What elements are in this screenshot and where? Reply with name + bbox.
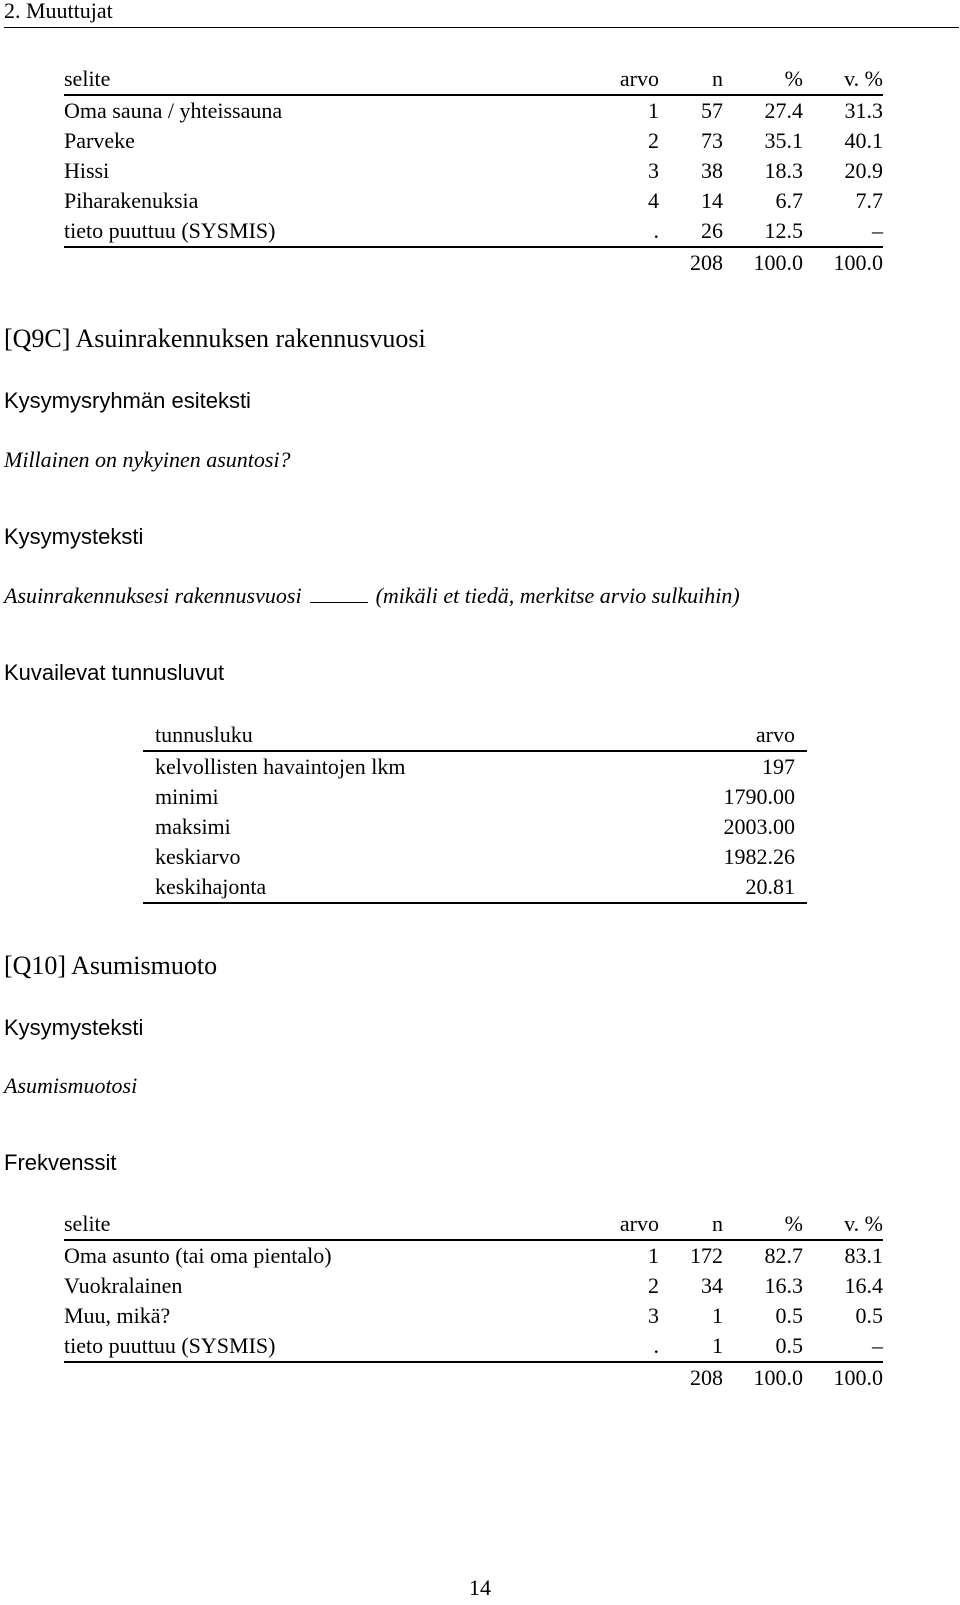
cell-selite: Muu, mikä? [64,1302,171,1328]
cell-valid-percent-total: 100.0 [833,1364,883,1390]
table-row [143,872,807,903]
cell-n: 73 [701,127,723,153]
table-row [64,216,883,247]
cell-selite: Vuokralainen [64,1272,183,1298]
table-header-row [64,1209,883,1240]
col-header-arvo: arvo [589,64,659,95]
table-total-row [64,247,883,278]
cell-tunnusluku: maksimi [155,813,231,839]
cell-selite: Oma asunto (tai oma pientalo) [64,1242,332,1268]
table-row [143,842,807,872]
cell-arvo: 3 [648,1302,659,1328]
cell-percent: 18.3 [764,157,803,183]
question-heading: Kysymysteksti [4,1015,144,1040]
descriptive-heading: Kuvailevat tunnusluvut [4,660,225,685]
col-header-n: n [659,1209,723,1240]
cell-arvo: 3 [648,157,659,183]
cell-selite: Parveke [64,127,135,153]
cell-percent: 35.1 [764,127,803,153]
frequency-table-q9b [64,64,883,278]
cell-arvo: 1 [648,97,659,123]
col-header-valid-percent: v. % [803,1209,883,1240]
cell-valid-percent: – [803,216,883,247]
cell-percent-total: 100.0 [753,249,803,275]
table-row [64,1301,883,1331]
section-title-q10: [Q10] Asumismuoto [4,951,218,980]
col-header-percent: % [723,1209,803,1240]
table-row [143,812,807,842]
question-text: Asumismuotosi [4,1073,138,1098]
cell-selite: Hissi [64,157,110,183]
cell-arvo: . [589,216,659,247]
cell-percent: 0.5 [775,1302,803,1328]
cell-percent: 12.5 [723,216,803,247]
cell-percent: 27.4 [764,97,803,123]
cell-arvo: 1982.26 [723,843,795,869]
cell-n-total: 208 [690,249,723,275]
cell-selite: Oma sauna / yhteissauna [64,97,283,123]
cell-n: 1 [712,1302,723,1328]
table-total-row [64,1362,883,1393]
cell-n: 34 [701,1272,723,1298]
cell-valid-percent: 31.3 [844,97,883,123]
cell-valid-percent: 0.5 [855,1302,883,1328]
table-row [64,1271,883,1301]
cell-percent: 6.7 [775,187,803,213]
frequency-table-q10 [64,1209,883,1393]
cell-tunnusluku: keskiarvo [155,843,241,869]
table-row [143,751,807,782]
chapter-heading: 2. Muuttujat [4,0,113,23]
cell-arvo: 2 [648,127,659,153]
table-row [64,156,883,186]
cell-selite: Piharakenuksia [64,187,199,213]
col-header-arvo: arvo [625,720,807,751]
cell-percent-total: 100.0 [753,1364,803,1390]
descriptive-table [143,720,807,904]
table-row [64,126,883,156]
cell-percent: 0.5 [723,1331,803,1362]
col-header-selite: selite [64,1209,589,1240]
cell-percent: 16.3 [764,1272,803,1298]
cell-valid-percent: 7.7 [855,187,883,213]
question-text [4,583,740,609]
cell-arvo: 20.81 [625,872,807,903]
answer-blank [310,584,368,603]
col-header-valid-percent: v. % [803,64,883,95]
question-heading: Kysymysteksti [4,524,144,549]
cell-valid-percent: 40.1 [844,127,883,153]
cell-n: 57 [701,97,723,123]
table-header-row [64,64,883,95]
cell-valid-percent: 20.9 [844,157,883,183]
cell-n: 1 [659,1331,723,1362]
cell-n-total: 208 [690,1364,723,1390]
cell-n: 26 [659,216,723,247]
cell-valid-percent: 16.4 [844,1272,883,1298]
section-title-q9c: [Q9C] Asuinrakennuksen rakennusvuosi [4,324,426,353]
cell-selite [64,247,589,278]
table-row [64,1331,883,1362]
cell-selite: tieto puuttuu (SYSMIS) [64,1331,589,1362]
cell-arvo: 2 [648,1272,659,1298]
cell-tunnusluku: minimi [155,783,219,809]
cell-n: 14 [701,187,723,213]
cell-valid-percent-total: 100.0 [833,249,883,275]
cell-arvo: 197 [762,753,795,779]
col-header-arvo: arvo [589,1209,659,1240]
cell-tunnusluku: kelvollisten havaintojen lkm [155,753,406,779]
cell-selite [64,1362,589,1393]
cell-arvo [589,247,659,278]
question-text-after: (mikäli et tiedä, merkitse arvio sulkuihin) [375,583,740,608]
cell-arvo [589,1362,659,1393]
chapter-divider [4,27,959,28]
cell-arvo: 1790.00 [723,783,795,809]
table-header-row [143,720,807,751]
frequency-heading: Frekvenssit [4,1150,117,1175]
col-header-percent: % [723,64,803,95]
cell-arvo: 4 [648,187,659,213]
table-row [64,1240,883,1271]
cell-arvo: 1 [648,1242,659,1268]
cell-n: 172 [690,1242,723,1268]
table-row [64,186,883,216]
col-header-selite: selite [64,64,589,95]
cell-selite: tieto puuttuu (SYSMIS) [64,216,589,247]
page-number: 14 [469,1575,491,1600]
question-text-before: Asuinrakennuksesi rakennusvuosi [4,583,302,608]
cell-tunnusluku: keskihajonta [143,872,625,903]
cell-percent: 82.7 [764,1242,803,1268]
cell-n: 38 [701,157,723,183]
group-heading: Kysymysryhmän esiteksti [4,388,251,413]
cell-arvo: . [589,1331,659,1362]
col-header-tunnusluku: tunnusluku [143,720,625,751]
group-text: Millainen on nykyinen asuntosi? [4,447,291,472]
col-header-n: n [659,64,723,95]
cell-valid-percent: – [803,1331,883,1362]
table-row [64,95,883,126]
table-row [143,782,807,812]
cell-arvo: 2003.00 [723,813,795,839]
cell-valid-percent: 83.1 [844,1242,883,1268]
